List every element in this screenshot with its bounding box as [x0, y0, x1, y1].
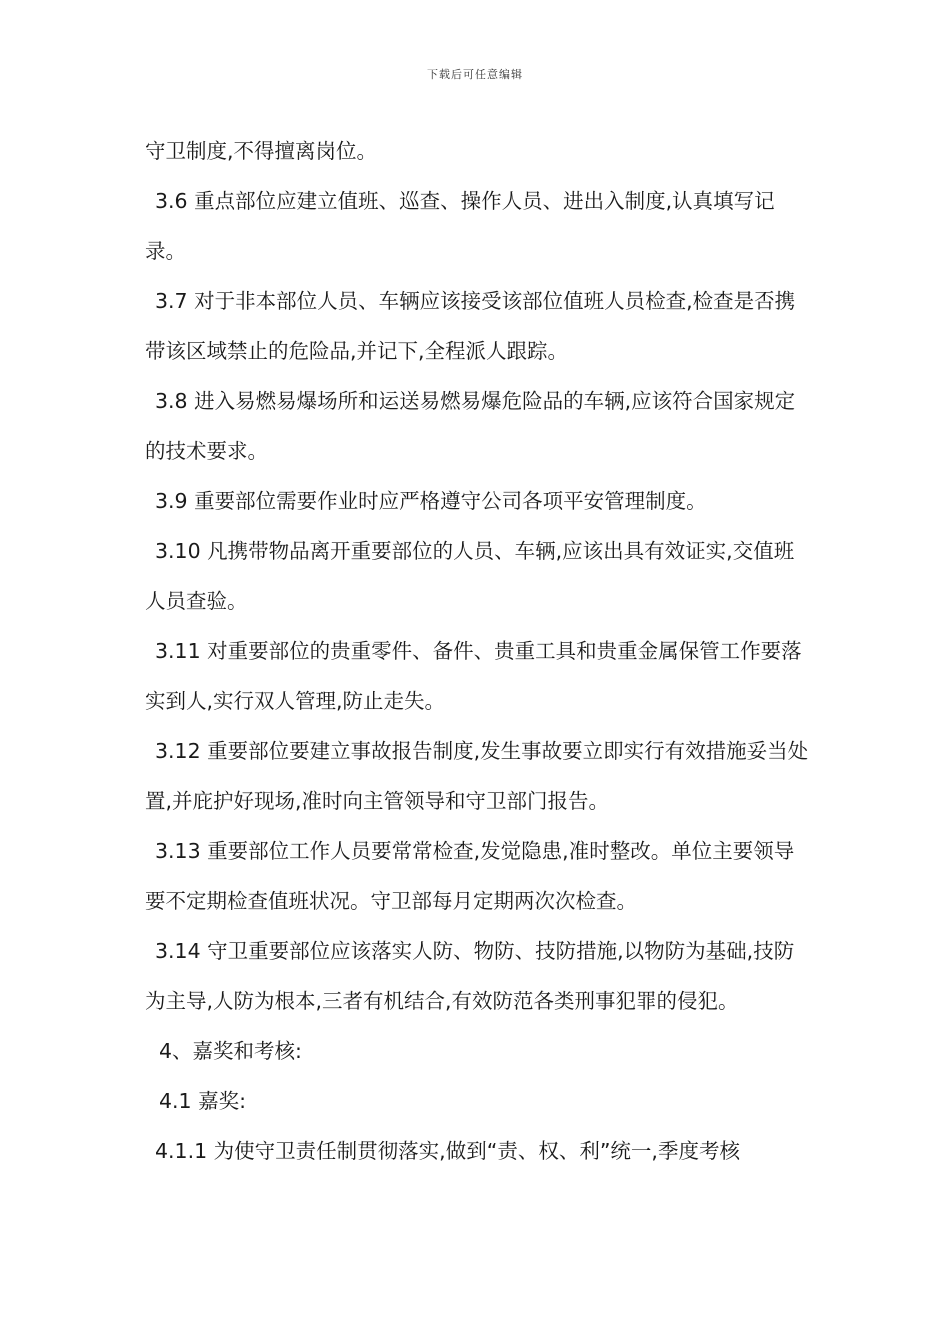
paragraph-3-12: 3.12 重要部位要建立事故报告制度,发生事故要立即实行有效措施妥当处置,并庇护好现场,准时向主管领导和守卫部门报告。	[145, 739, 809, 813]
paragraph-3-14: 3.14 守卫重要部位应该落实人防、物防、技防措施,以物防为基础,技防为主导,人防为根本,三者有机结合,有效防范各类刑事犯罪的侵犯。	[145, 939, 795, 1013]
paragraph-3-13: 3.13 重要部位工作人员要常常检查,发觉隐患,准时整改。单位主要领导要不定期检查值班状况。守卫部每月定期两次次检查。	[145, 839, 795, 913]
paragraph-3-10: 3.10 凡携带物品离开重要部位的人员、车辆,应该出具有效证实,交值班人员查验。	[145, 539, 795, 613]
paragraph-3-6: 3.6 重点部位应建立值班、巡查、操作人员、进出入制度,认真填写记录。	[145, 189, 775, 263]
paragraph-3-7: 3.7 对于非本部位人员、车辆应该接受该部位值班人员检查,检查是否携带该区域禁止的危险品,并记下,全程派人跟踪。	[145, 289, 796, 363]
page-header: 下载后可任意编辑	[427, 68, 523, 81]
subsection-heading-4-1: 4.1 嘉奖:	[159, 1089, 247, 1113]
document-body	[145, 126, 810, 1176]
paragraph-3-9: 3.9 重要部位需要作业时应严格遵守公司各项平安管理制度。	[155, 489, 707, 513]
paragraph-3-11: 3.11 对重要部位的贵重零件、备件、贵重工具和贵重金属保管工作要落实到人,实行双人管理,防止走失。	[145, 639, 802, 713]
section-heading-4: 4、嘉奖和考核:	[159, 1039, 302, 1063]
paragraph-continuation: 守卫制度,不得擅离岗位。	[145, 139, 378, 163]
paragraph-4-1-1: 4.1.1 为使守卫责任制贯彻落实,做到“责、权、利”统一,季度考核	[155, 1139, 740, 1163]
paragraph-3-8: 3.8 进入易燃易爆场所和运送易燃易爆危险品的车辆,应该符合国家规定的技术要求。	[145, 389, 796, 463]
